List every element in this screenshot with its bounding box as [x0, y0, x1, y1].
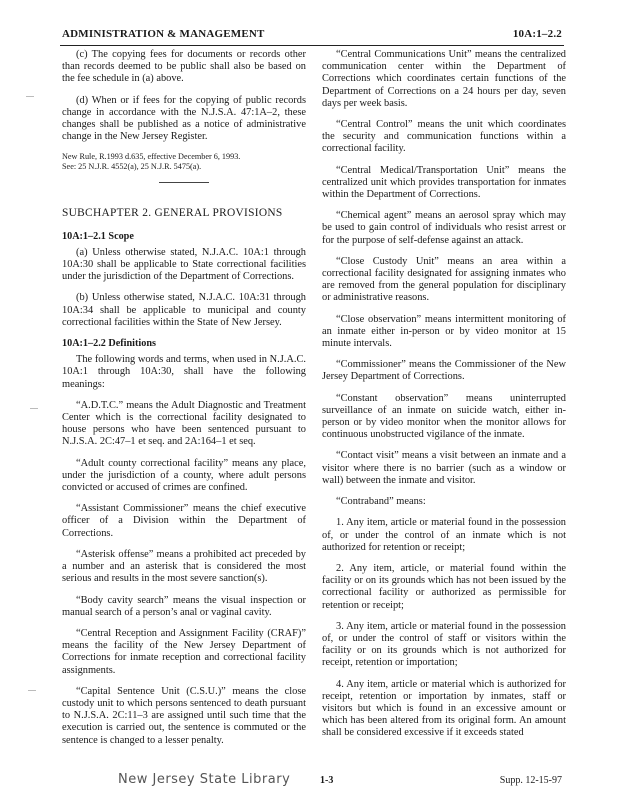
scope-heading: 10A:1–2.1 Scope [62, 230, 134, 242]
scan-mark [28, 690, 36, 694]
section-separator [159, 182, 209, 183]
definition-constant-observation: “Constant observation” means uninterrupted surveillance of an inmate on suicide watch, either in-person or by video monitor when the monitor allows for continuous unobstructed vigilance of the inmate. [322, 392, 566, 441]
header-rule [60, 45, 564, 46]
definition-central-medical-transportation: “Central Medical/Transportation Unit” means the centralized unit which provides transportation for inmates within the Department of Corrections. [322, 164, 566, 201]
running-header [62, 28, 562, 44]
right-column [322, 49, 566, 749]
definition-contraband: “Contraband” means: [336, 496, 426, 508]
history-line-rule: New Rule, R.1993 d.635, effective December 6, 1993. [62, 152, 241, 162]
definition-assistant-commissioner: “Assistant Commissioner” means the chief executive officer of a Division within the Department of Corrections. [62, 503, 306, 539]
definition-commissioner: “Commissioner” means the Commissioner of the New Jersey Department of Corrections. [322, 359, 566, 383]
paragraph-d: (d) When or if fees for the copying of public records change in accordance with the N.J.S.A. 47:1A–2, these changes shall be published as a notice of administrative change in the New Jersey Register. [62, 94, 306, 143]
page-number: 1-3 [320, 775, 334, 786]
definition-close-custody-unit: “Close Custody Unit” means an area within a correctional facility designated for assigning inmates who are removed from the general population for disciplinary or administrative reasons. [322, 255, 566, 304]
definition-body-cavity-search: “Body cavity search” means the visual inspection or manual search of a person’s anal or vaginal cavity. [62, 594, 306, 618]
contraband-item-2: 2. Any item, article, or material found within the facility or on its grounds which has not been issued by the correctional facility or authorized as permissible for retention or receipt; [322, 562, 566, 611]
contraband-item-3: 3. Any item, article or material found in the possession of, or under the control of staff or visitors within the facility or on its grounds which is not authorized for receipt, retention or importation; [322, 620, 566, 669]
definitions-intro: The following words and terms, when used in N.J.A.C. 10A:1 through 10A:30, shall have the following meanings: [62, 354, 306, 390]
contraband-item-4: 4. Any item, article or material which is authorized for receipt, retention or importation by inmates, staff or visitors but which is found in an excessive amount or which has been altered from its original form. An amount shall be considered excessive if it exceeds stated [322, 678, 566, 739]
header-title: ADMINISTRATION & MANAGEMENT [62, 28, 265, 40]
contraband-item-1: 1. Any item, article or material found in the possession of, or under the control of an inmate which is not authorized for retention or receipt; [322, 517, 566, 553]
page-footer [62, 772, 562, 789]
header-section-number: 10A:1–2.2 [512, 28, 562, 40]
subchapter-heading: SUBCHAPTER 2. GENERAL PROVISIONS [62, 207, 283, 220]
history-line-see: See: 25 N.J.R. 4552(a), 25 N.J.R. 5475(a). [62, 162, 202, 172]
paragraph-c: (c) The copying fees for documents or records other than records deemed to be public shall also be based on the fee schedule in (a) above. [62, 49, 306, 85]
definitions-heading: 10A:1–2.2 Definitions [62, 338, 156, 350]
scope-paragraph-b: (b) Unless otherwise stated, N.J.A.C. 10A:31 through 10A:34 shall be applicable to municipal and county correctional facilities within the State of New Jersey. [62, 292, 306, 328]
definition-capital-sentence-unit: “Capital Sentence Unit (C.S.U.)” means the close custody unit to which persons sentenced to death pursuant to N.J.S.A. 2C:11–3 are assigned until such time that the execution is carried out, the sentence is commuted or the sentence is changed to a lesser penalty. [62, 685, 306, 746]
definition-asterisk-offense: “Asterisk offense” means a prohibited act preceded by a number and an asterisk that is considered the most serious and results in the most severe sanction(s). [62, 548, 306, 585]
definition-contact-visit: “Contact visit” means a visit between an inmate and a visitor where there is no barrier (such as a window or wall) between the inmate and visitor. [322, 450, 566, 486]
library-stamp: New Jersey State Library [118, 772, 291, 787]
supplement-date: Supp. 12-15-97 [499, 775, 562, 786]
scan-mark [30, 408, 38, 412]
definition-adult-county-facility: “Adult county correctional facility” means any place, under the jurisdiction of a county, where adult persons convicted or accused of crimes are confined. [62, 457, 306, 494]
definition-chemical-agent: “Chemical agent” means an aerosol spray which may be used to gain control of individuals who resist arrest or for the purpose of self-defense against an attack. [322, 210, 566, 246]
scan-mark [26, 96, 34, 100]
definition-close-observation: “Close observation” means intermittent monitoring of an inmate either in-person or by video monitor at 15 minute intervals. [322, 313, 566, 350]
definition-adtc: “A.D.T.C.” means the Adult Diagnostic and Treatment Center which is the correctional facility designated to house persons who have been sentenced pursuant to N.J.S.A. 2C:47–1 et seq. and 2A:164–1 et seq. [62, 399, 306, 448]
history-note [62, 152, 306, 172]
definition-craf: “Central Reception and Assignment Facility (CRAF)” means the facility of the New Jersey Department of Corrections for inmate reception and correctional facility assignments. [62, 627, 306, 676]
scope-paragraph-a: (a) Unless otherwise stated, N.J.A.C. 10A:1 through 10A:30 shall be applicable to State correctional facilities under the jurisdiction of the Department of Corrections. [62, 246, 306, 283]
left-column [62, 49, 306, 756]
definition-central-communications-unit: “Central Communications Unit” means the centralized communication center within the Department of Corrections which coordinates certain functions of the Department of Corrections on a 24 hours per day, seven days per week basis. [322, 49, 566, 109]
definition-central-control: “Central Control” means the unit which coordinates the security and communication functions within a correctional facility. [322, 119, 566, 155]
